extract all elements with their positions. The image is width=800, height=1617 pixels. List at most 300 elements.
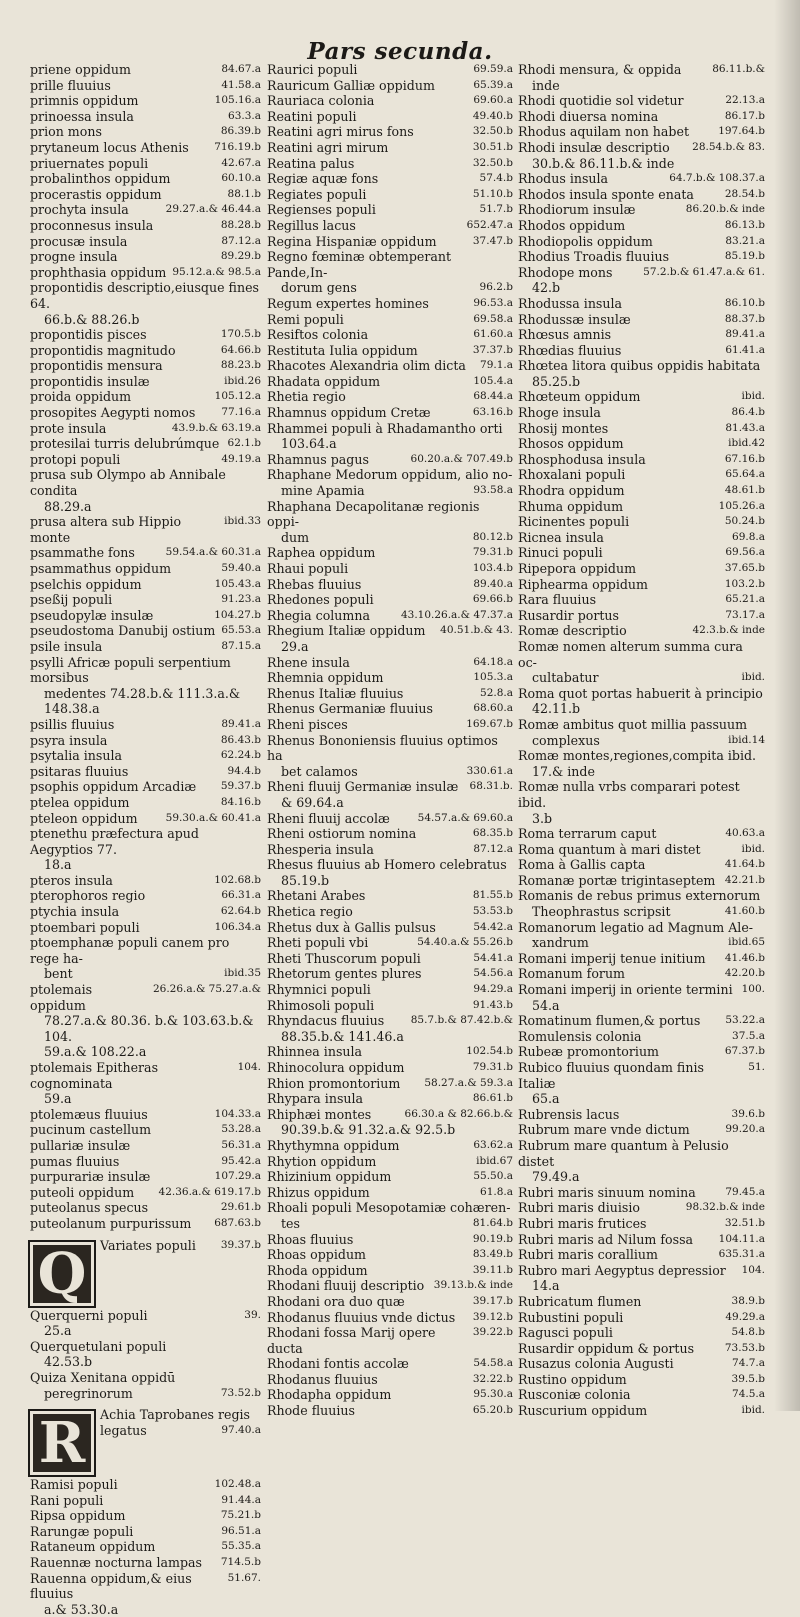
entry-continuation: 30.b.& 86.11.b.& inde [532,155,675,171]
entry-term: Rhodussa insula [518,295,623,311]
entry-reference: 37.5.a [732,1029,765,1042]
index-entry [267,389,513,405]
index-entry [518,1122,765,1138]
entry-continuation: 78.27.a.& 80.36. b.& 103.63.b.& 104. [44,1013,254,1044]
entry-reference: 73.17.a [725,608,765,621]
index-entry [30,795,261,811]
index-entry [267,701,513,717]
index-entry [518,249,765,265]
entry-term: Rhinnea insula [267,1044,363,1060]
entry-continuation: 66.b.& 88.26.b [44,311,140,327]
entry-continuation: 42.b [532,280,561,296]
entry-term: ptolemais Epitheras cognominata [30,1060,159,1091]
entry-reference: 29.61.b [220,1201,261,1214]
entry-reference: 32.50.b [472,125,513,138]
index-entry [518,1138,765,1185]
entry-reference: 91.23.a [221,593,261,606]
entry-reference: 57.4.b [479,172,513,185]
entry-reference: 170.5.b [220,328,261,341]
index-entry [267,1278,513,1294]
index-entry [518,1185,765,1201]
index-entry [518,1372,765,1388]
index-entry [30,1216,261,1232]
entry-term: Rhodi mensura, & oppida [518,62,682,77]
entry-term: Rusazus colonia Augusti [518,1356,674,1372]
entry-term: Rhaphana Decapolitanæ regionis oppi- [267,498,480,530]
entry-term: ptolemais oppidum [30,982,93,1013]
entry-term: psammathe fons [30,545,135,561]
index-entry [267,218,513,234]
entry-term: Rhimosoli populi [267,997,375,1013]
entry-reference: 26.26.a.& 75.27.a.& [152,983,261,996]
index-entry [30,78,261,94]
index-column-1 [30,62,261,1617]
entry-continuation: ibid. cultabatur [532,670,765,686]
entry-reference: ibid.33 [224,515,261,528]
entry-reference: 105.16.a [214,94,261,107]
entry-continuation: 88.29.a [44,498,92,514]
entry-term: psitaras fluuius [30,763,129,779]
entry-term: Reatina palus [267,155,355,171]
index-entry [30,826,261,873]
entry-term: Rubri maris diuisio [518,1200,640,1216]
entry-reference: 64.7.b.& 108.37.a [669,172,765,185]
entry-continuation: 42.11.b [532,701,581,717]
index-entry [30,374,261,390]
entry-reference: 84.67.a [221,63,261,75]
index-entry [30,1539,261,1555]
index-entry [267,296,513,312]
index-entry [30,1571,261,1617]
entry-continuation: 42.53.b [44,1354,93,1370]
index-entry [518,1013,765,1029]
index-entry [30,779,261,795]
entry-term: Romatinum flumen,& portus [518,1013,701,1029]
entry-term: Rhadata oppidum [267,373,381,389]
entry-term: Rhamnus oppidum Cretæ [267,405,431,421]
entry-term: probalinthos oppidum [30,171,171,187]
entry-continuation: 25.a [44,1323,72,1339]
entry-term: Querquerni populi [30,1307,148,1323]
index-entry [267,343,513,359]
index-entry [267,779,513,810]
entry-term: Rinuci populi [518,545,603,561]
entry-reference: 52.8.a [480,686,513,699]
entry-term: prophthasia oppidum [30,264,167,280]
entry-term: Rhegium Italiæ oppidum [267,623,426,639]
entry-continuation: 3.b [532,810,553,826]
index-entry [30,1138,261,1154]
entry-reference: 635.31.a [718,1248,765,1261]
entry-reference: 90.19.b [472,1232,513,1245]
entry-continuation: 54.a [532,997,560,1013]
entry-reference: 62.24.b [220,749,261,762]
index-entry [30,187,261,203]
index-entry [267,608,513,624]
entry-reference: 40.51.b.& 43. [440,624,513,637]
entry-reference: 89.41.a [221,717,261,730]
entry-reference: 41.64.b [724,858,765,871]
entry-term: priuernates populi [30,155,149,171]
entry-term: Romæ ambitus quot millia passuum [518,716,748,732]
entry-reference: 104.27.b [214,608,261,621]
entry-reference: 49.29.a [725,1310,765,1323]
entry-reference: 103.2.b [724,577,765,590]
entry-reference: 69.60.a [473,94,513,107]
entry-reference: ibid.42 [728,437,765,450]
index-entry [518,405,765,421]
entry-reference: 86.43.b [220,733,261,746]
entry-term: Rubustini populi [518,1309,624,1325]
entry-reference: ibid. [741,390,765,403]
entry-term: pseßij populi [30,592,113,608]
entry-reference: 51. [748,1061,765,1073]
entry-reference: 57.2.b.& 61.47.a.& 61. [643,265,765,278]
entry-term: Rubri maris sinuum nomina [518,1184,696,1200]
entry-term: Rhodiopolis oppidum [518,233,653,249]
entry-term: Rubri maris ad Nilum fossa [518,1231,694,1247]
entry-reference: 95.30.a [473,1388,513,1401]
index-entry [267,187,513,203]
index-entry [518,1310,765,1326]
entry-reference: 30.51.b [472,140,513,153]
index-entry [30,904,261,920]
entry-term: Romanæ portæ trigintaseptem [518,872,716,888]
index-entry [30,592,261,608]
index-entry [267,966,513,982]
entry-reference: 89.29.b [220,250,261,263]
entry-reference: 91.44.a [221,1493,261,1506]
entry-reference: 37.65.b [724,562,765,574]
entry-term: Rhamnus pagus [267,451,369,467]
index-entry [30,436,261,452]
entry-reference: 42.67.a [221,156,261,169]
index-entry [518,1387,765,1403]
entry-term: ptolemæus fluuius [30,1106,148,1122]
entry-reference: 69.66.b [472,593,513,606]
entry-reference: 104.33.a [214,1107,261,1120]
entry-term: Rhodani fossa Marij opere ducta [267,1325,436,1356]
entry-term: Rhypara insula [267,1091,364,1107]
entry-term: puteolanum purpurissum [30,1215,192,1231]
entry-reference: 61.60.a [473,328,513,341]
entry-reference: 62.64.b [220,905,261,918]
index-entry [30,873,261,889]
entry-term: Rauriaca colonia [267,93,375,109]
index-entry [30,93,261,109]
ornamental-initial: R [28,1409,96,1477]
entry-term: Rhenus Italiæ fluuius [267,685,404,701]
index-entry [30,1370,261,1401]
entry-term: pullariæ insulæ [30,1137,131,1153]
entry-reference: 79.45.a [725,1185,765,1198]
entry-reference: 99.20.a [725,1123,765,1136]
entry-reference: 105.4.a [473,374,513,387]
index-entry [267,467,513,498]
index-entry [267,62,513,78]
entry-term: Ramisi populi [30,1477,118,1493]
entry-reference: ibid. [741,671,765,684]
index-entry [267,1185,513,1201]
entry-term: Reatini populi [267,108,357,124]
index-entry [518,109,765,125]
entry-term: Rauricum Galliæ oppidum [267,77,435,93]
entry-reference: 60.10.a [221,172,261,185]
index-entry [267,1154,513,1170]
entry-term: Rhetorum gentes plures [267,966,422,982]
index-entry [267,374,513,390]
entry-term: Querquetulani populi [30,1338,167,1354]
entry-reference: 86.39.b [220,125,261,138]
index-entry [30,249,261,265]
entry-reference: 61.41.a [725,343,765,356]
index-entry [518,467,765,483]
entry-reference: 96.53.a [473,296,513,309]
entry-reference: 86.20.b.& inde [685,203,765,216]
index-entry [267,234,513,250]
entry-term: Rhion promontorium [267,1075,401,1091]
entry-reference: 169.67.b [466,717,513,730]
index-entry [30,655,261,717]
entry-term: Rauenna oppidum,& eius fluuius [30,1570,192,1602]
entry-reference: 60.20.a.& 707.49.b [410,452,513,465]
entry-reference: 102.54.b [466,1045,513,1058]
entry-term: puteoli oppidum [30,1184,135,1200]
entry-reference: ibid. [741,1404,765,1417]
entry-term: Rhyndacus fluuius [267,1013,385,1029]
entry-reference: 68.60.a [473,702,513,715]
entry-term: Rara fluuius [518,592,597,608]
index-entry [518,577,765,593]
entry-reference: 63.3.a [228,109,261,122]
entry-reference: 87.12.a [473,842,513,855]
entry-term: purpurariæ insulæ [30,1169,151,1185]
entry-reference: 88.28.b [220,218,261,231]
entry-reference: 68.31.b. [469,780,513,793]
index-entry [267,1076,513,1092]
entry-term: Rubrensis lacus [518,1106,620,1122]
index-entry [267,109,513,125]
entry-term: prochyta insula [30,202,129,218]
index-entry [30,1407,261,1477]
entry-reference: 54.57.a.& 69.60.a [417,811,513,824]
index-entry [267,577,513,593]
entry-reference: 74.5.a [732,1388,765,1401]
entry-term: Rarungæ populi [30,1523,134,1539]
entry-reference: 56.31.a [221,1138,261,1151]
entry-term: Rhizus oppidum [267,1184,370,1200]
entry-term: Rubricatum flumen [518,1293,642,1309]
entry-reference: 95.12.a.& 98.5.a [172,265,261,278]
index-entry [267,78,513,94]
index-entry [30,623,261,639]
page-edge-shadow [774,0,800,1411]
entry-reference: 87.15.a [221,639,261,652]
entry-reference: 81.55.b [472,889,513,902]
entry-term: Roma terrarum caput [518,826,657,842]
entry-reference: 42.20.b [724,967,765,980]
index-entry [267,811,513,827]
entry-term: psylli Africæ populi serpentium morsibus [30,654,231,686]
entry-term: Rhacotes Alexandria olim dicta [267,358,466,374]
entry-term: Rhoge insula [518,405,601,421]
entry-term: Reatini agri mirus fons [267,124,414,140]
entry-reference: 86.61.b [472,1092,513,1105]
entry-reference: 41.46.b [724,951,765,964]
entry-reference: 39.11.b [472,1263,513,1276]
entry-term: Rusardir portus [518,607,619,623]
entry-term: procerastis oppidum [30,186,162,202]
index-entry [30,280,261,327]
section-r [30,1407,261,1539]
index-entry [267,686,513,702]
index-entry [267,1200,513,1231]
entry-term: psophis oppidum Arcadiæ [30,779,197,795]
index-entry [30,1339,261,1370]
entry-reference: 100. [741,983,765,996]
entry-term: Rubro mari Aegyptus depressior [518,1262,726,1278]
entry-reference: 96.51.a [221,1524,261,1537]
entry-term: Romani imperij in oriente termini [518,982,733,998]
entry-term: Rubri maris frutices [518,1215,647,1231]
entry-reference: 53.22.a [725,1014,765,1027]
entry-term: Rhodi insulæ descriptio [518,139,670,155]
entry-reference: 69.8.a [732,530,765,543]
index-entry [30,1493,261,1509]
entry-reference: 28.54.b.& 83. [692,140,765,153]
entry-term: prosopites Aegypti nomos [30,405,196,421]
index-entry [267,140,513,156]
entry-term: Rhiphæi montes [267,1106,372,1122]
entry-term: Rhizinium oppidum [267,1169,392,1185]
entry-term: Rhaphane Medorum oppidum, alio no- [267,467,513,483]
entry-term: Rheti populi vbi [267,935,369,951]
index-entry [267,951,513,967]
entry-reference: 96.2.b [479,281,513,294]
entry-term: Rhodius Troadis fluuius [518,249,670,265]
entry-reference: 83.49.b [472,1248,513,1261]
index-entry [518,452,765,468]
index-entry [30,218,261,234]
index-entry [30,935,261,982]
index-entry [30,140,261,156]
entry-term: Rhaui populi [267,561,349,576]
index-entry [30,545,261,561]
index-entry [30,1107,261,1123]
entry-reference: 104. [741,1263,765,1276]
entry-reference: 66.31.a [221,889,261,902]
entry-term: Romæ descriptio [518,623,627,639]
entry-reference: 54.41.a [473,951,513,964]
entry-term: Raphea oppidum [267,545,376,561]
entry-reference: 85.19.b [724,250,765,263]
entry-term: propontidis magnitudo [30,342,176,358]
entry-term: Ragusci populi [518,1325,613,1341]
entry-reference: 58.27.a.& 59.3.a [424,1076,513,1089]
entry-term: Rataneum oppidum [30,1539,156,1555]
index-entry [518,343,765,359]
entry-reference: 716.19.b [214,140,261,153]
entry-reference: 32.50.b [472,156,513,169]
entry-continuation: 97.40.a legatus [100,1422,261,1438]
index-entry [518,234,765,250]
index-entry [30,748,261,764]
entry-term: Rhesperia insula [267,841,374,857]
index-entry [518,1325,765,1341]
index-entry [518,483,765,499]
index-entry [267,545,513,561]
index-entry [30,156,261,172]
entry-reference: 59.40.a [221,562,261,574]
index-entry [267,452,513,468]
entry-reference: 42.3.b.& inde [692,624,765,637]
index-entry [518,1294,765,1310]
entry-reference: 81.64.b [472,1216,513,1229]
index-entry [518,93,765,109]
entry-term: Rhenus Germaniæ fluuius [267,701,433,717]
index-entry [30,358,261,374]
entry-reference: 687.63.b [214,1216,261,1229]
entry-term: Rhodani fontis accolæ [267,1356,409,1372]
entry-continuation: 73.52.b peregrinorum [44,1385,261,1401]
entry-reference: 74.7.a [732,1357,765,1370]
entry-reference: 54.8.b [731,1326,765,1339]
entry-term: Rhœteum oppidum [518,389,641,405]
entry-term: Romanorum legatio ad Magnum Ale- [518,919,754,935]
index-entry [30,124,261,140]
index-entry [518,623,765,639]
entry-reference: 39.5.b [731,1372,765,1385]
entry-term: Rhoda oppidum [267,1262,368,1278]
entry-reference: 105.43.a [214,577,261,590]
entry-term: Rhetia regio [267,389,346,405]
entry-term: Remi populi [267,311,344,327]
entry-term: Ricinentes populi [518,514,630,530]
entry-reference: 91.43.b [472,998,513,1011]
entry-term: prille fluuius [30,77,111,93]
index-entry [30,1169,261,1185]
entry-reference: 41.58.a [221,78,261,91]
entry-continuation: & 69.64.a [281,794,344,810]
entry-term: Rhetus dux à Gallis pulsus [267,919,436,935]
entry-term: progne insula [30,249,118,265]
entry-term: Roma quot portas habuerit à principio [518,685,763,701]
index-entry [518,748,765,779]
entry-term: Ricnea insula [518,529,604,545]
entry-reference: 86.13.b [724,218,765,231]
entry-reference: 66.30.a & 82.66.b.& [404,1107,513,1120]
entry-term: Raurici populi [267,62,358,77]
entry-term: pterophoros regio [30,888,146,904]
entry-reference: 39.17.b [472,1294,513,1307]
entry-term: Regillus lacus [267,217,356,233]
entry-reference: 89.41.a [725,328,765,341]
entry-reference: 714.5.b [220,1556,261,1569]
index-entry [267,1325,513,1356]
entry-term: puteolanus specus [30,1200,149,1216]
entry-reference: 86.4.b [731,406,765,419]
entry-reference: ibid. [741,842,765,855]
index-entry [267,592,513,608]
index-entry [267,327,513,343]
entry-reference: 89.40.a [473,577,513,590]
index-entry [30,1555,261,1571]
index-entry [267,935,513,951]
entry-reference: 38.9.b [731,1294,765,1307]
index-entry [267,1372,513,1388]
index-entry [267,826,513,842]
entry-term: Rhosphodusa insula [518,451,646,467]
